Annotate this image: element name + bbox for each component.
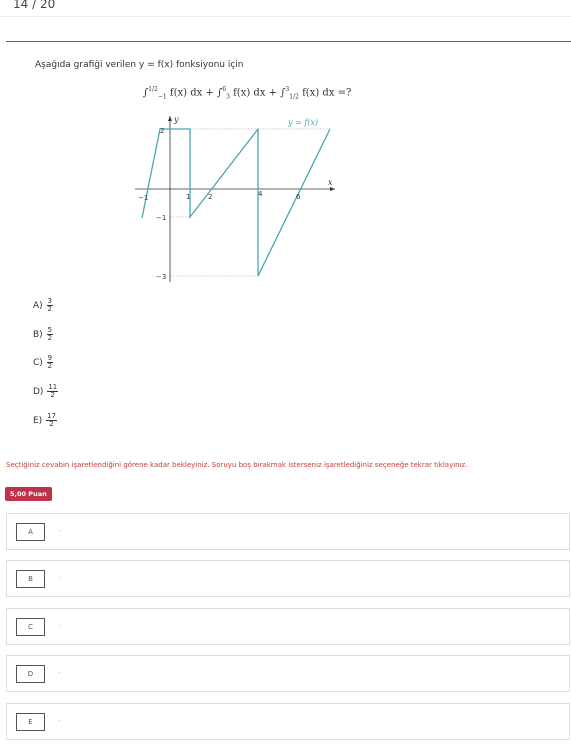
option-c	[33, 355, 53, 370]
answer-text: .	[58, 715, 61, 723]
answer-button-a[interactable]: A	[16, 523, 45, 541]
integral-1-lower: −1	[157, 93, 167, 101]
option-fraction: $\frac{11}{2}$	[48, 383, 58, 399]
top-bar	[0, 0, 571, 17]
curve-label: y = f(x)	[288, 118, 319, 127]
answer-button-c[interactable]: C	[16, 618, 45, 636]
integral-3-body: f(x) dx	[302, 87, 335, 99]
y-tick-m1: −1	[156, 214, 167, 222]
x-tick-m1: −1	[138, 194, 149, 202]
divider	[6, 41, 571, 42]
answer-row-d[interactable]	[6, 655, 570, 692]
option-letter: C)	[33, 358, 43, 368]
integral-3-lower: 1/2	[289, 93, 299, 101]
integral-3-upper: 3	[285, 86, 290, 93]
answer-row-e[interactable]	[6, 703, 570, 740]
answer-text: .	[58, 667, 61, 675]
option-letter: E)	[33, 416, 43, 426]
x-axis-label: x	[328, 178, 333, 187]
y-tick-m3: −3	[156, 273, 167, 281]
option-fraction: $\frac{17}{2}$	[47, 412, 56, 428]
integral-expression: ∫$^{1/2}_{-1}$ f(x) dx + ∫$^6_3$ f(x) dx + ∫$^3_{1/2}$ f(x) dx =?	[143, 86, 352, 101]
integral-ending: =?	[337, 87, 352, 99]
answer-row-b[interactable]	[6, 560, 570, 597]
answer-button-b[interactable]: B	[16, 570, 45, 588]
answer-text: .	[58, 572, 61, 580]
instruction-note: Seçtiğiniz cevabın işaretlendiğini görene kadar bekleyiniz. Soruyu boş bırakmak isterseniz işaretlediğiniz seçeneğe tekrar tıklayınız.	[6, 461, 468, 469]
option-e	[33, 413, 57, 428]
x-tick-4: 4	[258, 190, 263, 198]
answer-text: .	[58, 620, 61, 628]
option-fraction: $\frac{5}{2}$	[47, 326, 53, 342]
option-a	[33, 298, 53, 313]
x-tick-1: 1	[186, 193, 191, 201]
points-badge: 5,00 Puan	[5, 487, 52, 501]
option-d	[33, 384, 58, 399]
option-letter: B)	[33, 330, 43, 340]
integral-2-lower: 3	[226, 93, 230, 101]
integral-2-body: f(x) dx	[233, 87, 266, 99]
question-text: Aşağıda grafiği verilen y = f(x) fonksiyonu için	[35, 60, 244, 70]
integral-2-upper: 6	[222, 86, 227, 93]
answer-button-d[interactable]: D	[16, 665, 45, 683]
x-tick-2: 2	[208, 193, 213, 201]
answer-row-a[interactable]	[6, 513, 570, 550]
x-axis-arrow	[330, 187, 335, 191]
option-b	[33, 327, 53, 342]
option-fraction: $\frac{3}{2}$	[47, 297, 53, 313]
function-graph	[130, 112, 345, 287]
answer-row-c[interactable]	[6, 608, 570, 645]
y-axis-label: y	[174, 115, 179, 124]
answer-text: .	[58, 525, 61, 533]
integral-1-upper: 1/2	[148, 86, 158, 93]
x-tick-6: 6	[296, 193, 301, 201]
answer-button-e[interactable]: E	[16, 713, 45, 731]
y-axis-arrow	[168, 116, 172, 121]
y-tick-2: 2	[160, 127, 165, 135]
integral-1-body: f(x) dx	[169, 87, 203, 99]
option-fraction: $\frac{9}{2}$	[47, 354, 53, 370]
option-letter: D)	[33, 387, 44, 397]
option-letter: A)	[33, 301, 43, 311]
question-counter: 14 / 20	[13, 0, 56, 11]
